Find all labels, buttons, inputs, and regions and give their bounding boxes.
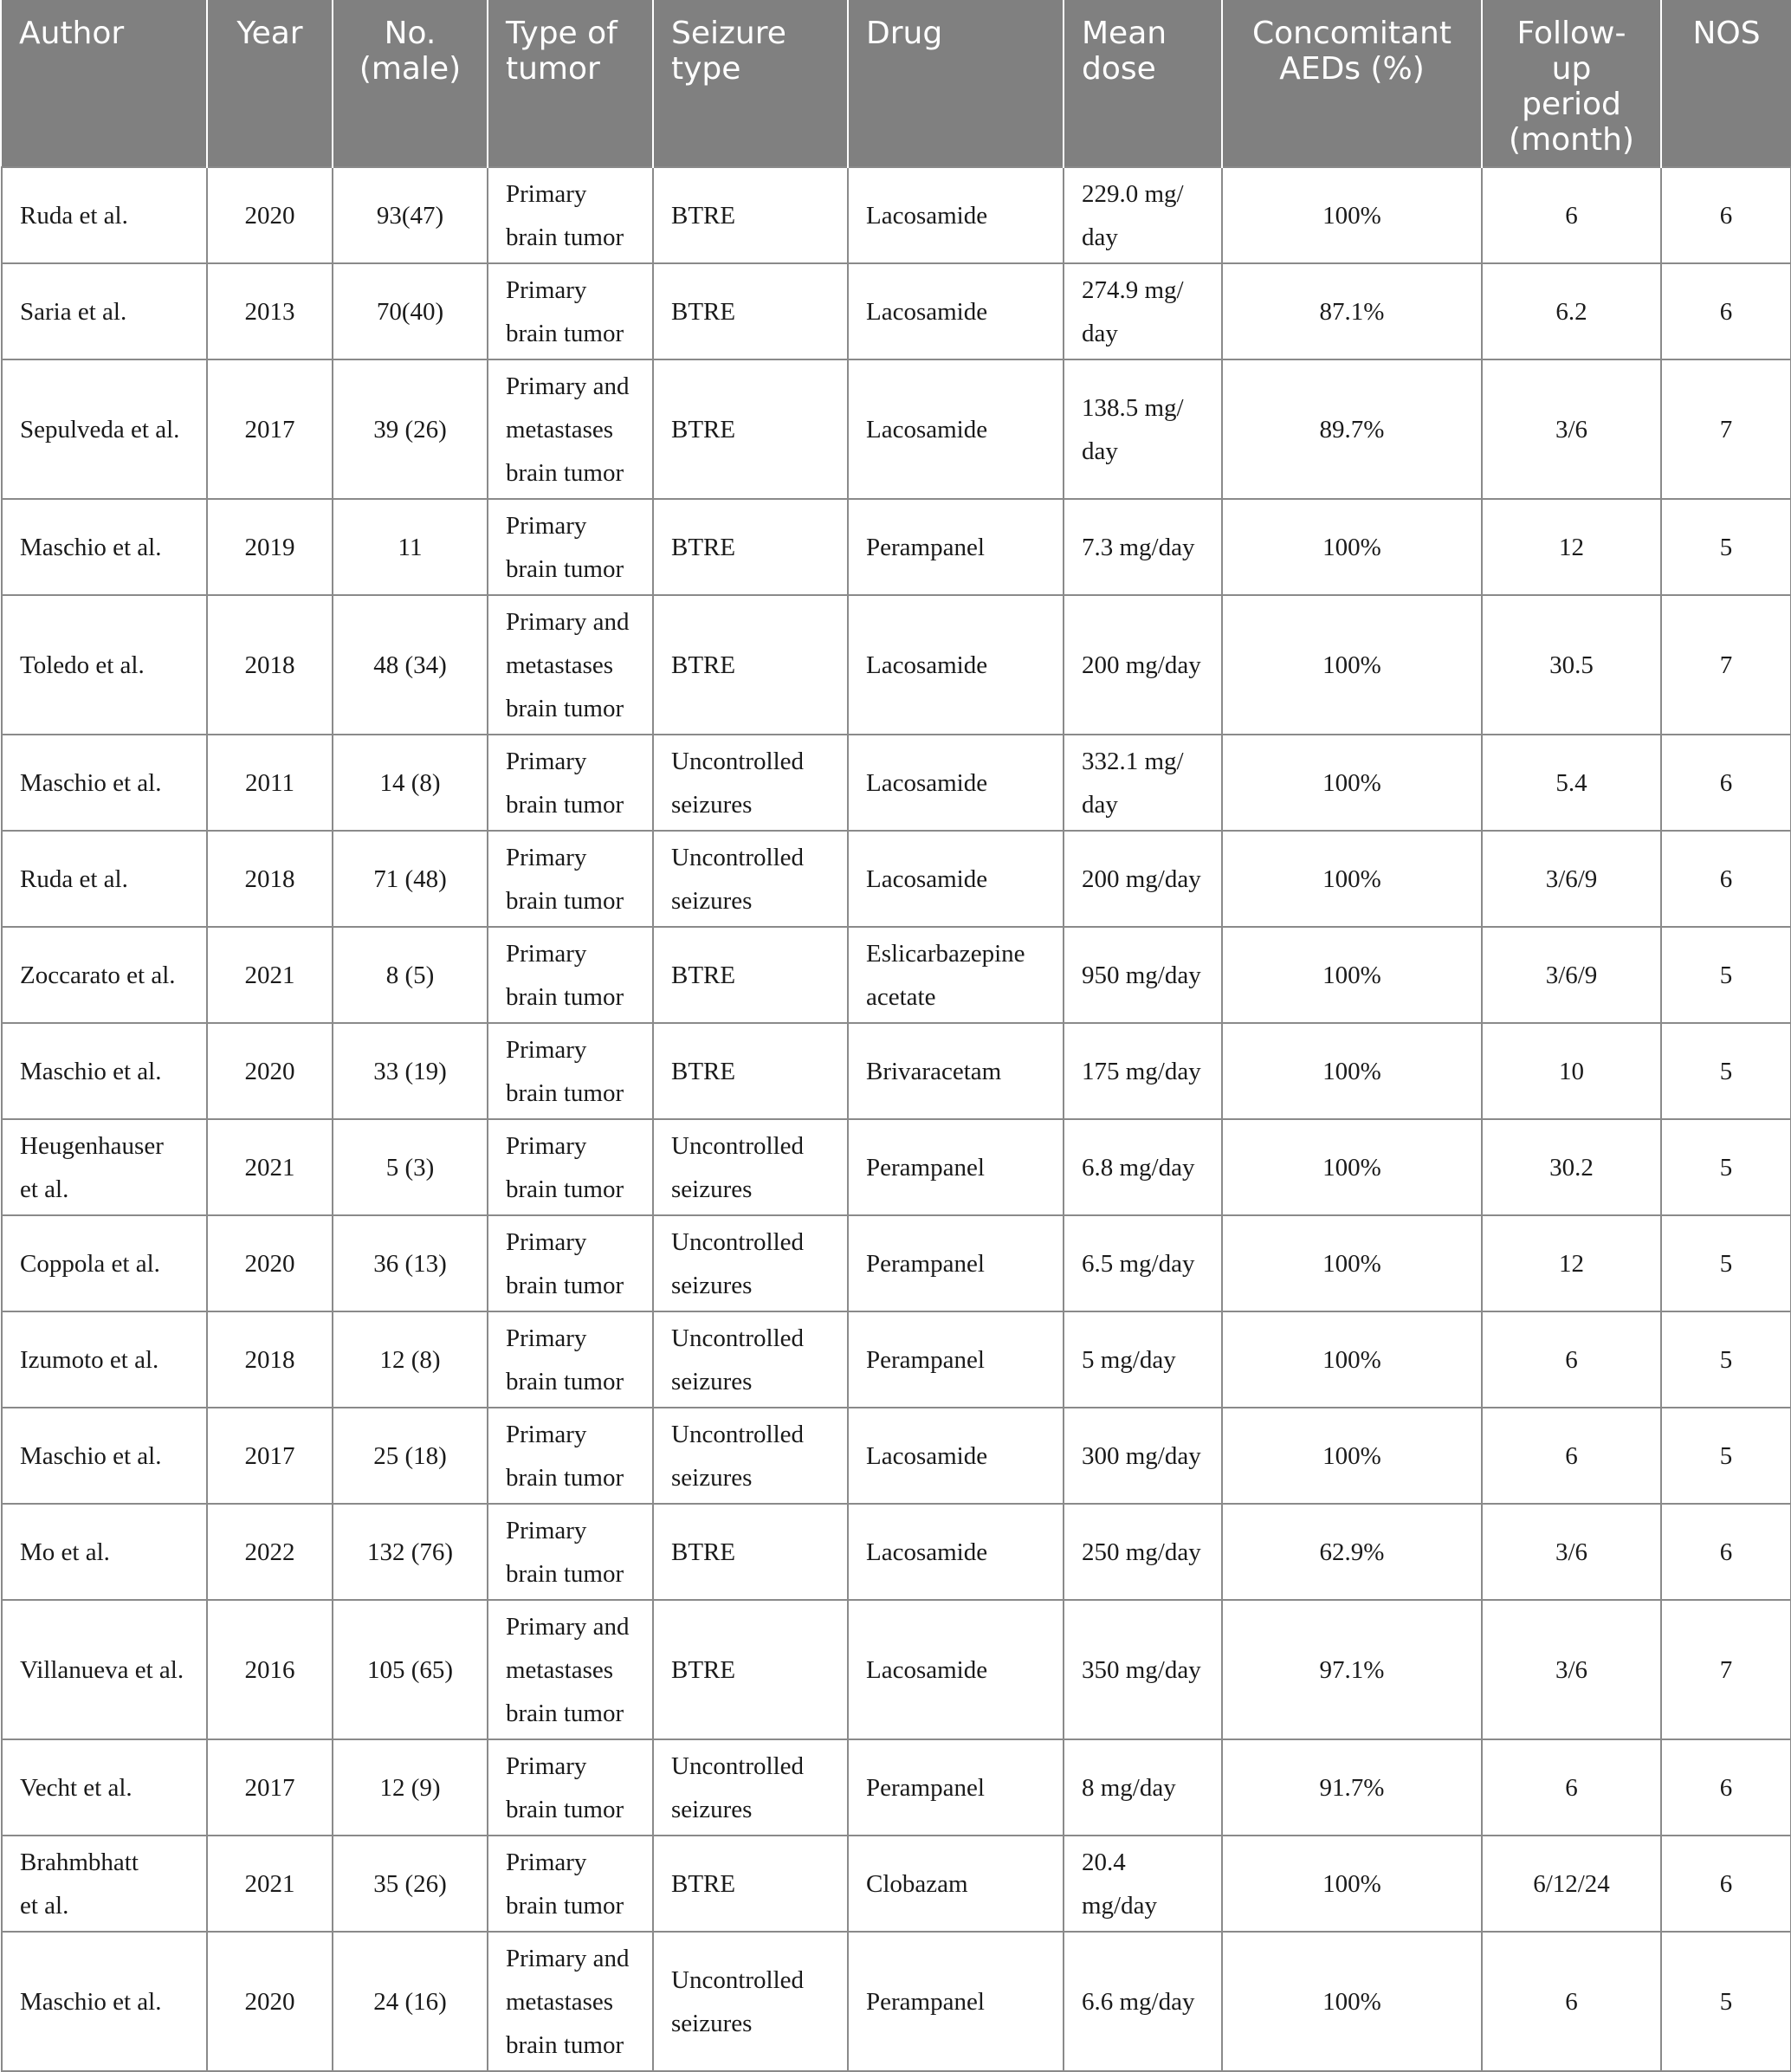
cell-tumor-type: Primary brain tumor — [488, 1408, 653, 1504]
cell-nos: 5 — [1661, 1023, 1791, 1119]
cell-author: Villanueva et al. — [2, 1600, 207, 1739]
cell-drug: Perampanel — [848, 1119, 1064, 1215]
table-row — [2, 927, 1791, 1023]
cell-year: 2020 — [207, 1932, 333, 2071]
cell-nos: 6 — [1661, 735, 1791, 831]
cell-tumor-type: Primary and metastases brain tumor — [488, 595, 653, 735]
cell-tumor-type: Primary brain tumor — [488, 1504, 653, 1600]
cell-no-male: 5 (3) — [333, 1119, 488, 1215]
cell-author: Maschio et al. — [2, 1023, 207, 1119]
cell-mean-dose: 350 mg/day — [1064, 1600, 1222, 1739]
header-year: Year — [207, 0, 333, 167]
table-row — [2, 359, 1791, 499]
cell-no-male: 25 (18) — [333, 1408, 488, 1504]
cell-seizure-type: BTRE — [653, 1600, 848, 1739]
cell-seizure-type: BTRE — [653, 1023, 848, 1119]
cell-drug: Perampanel — [848, 1215, 1064, 1311]
cell-no-male: 12 (8) — [333, 1311, 488, 1408]
cell-author: Izumoto et al. — [2, 1311, 207, 1408]
cell-nos: 7 — [1661, 359, 1791, 499]
table-row — [2, 735, 1791, 831]
cell-year: 2018 — [207, 595, 333, 735]
table-row — [2, 1311, 1791, 1408]
cell-follow-up: 10 — [1482, 1023, 1661, 1119]
cell-author: Mo et al. — [2, 1504, 207, 1600]
cell-concomitant-aeds: 100% — [1222, 499, 1482, 595]
cell-nos: 6 — [1661, 263, 1791, 359]
cell-year: 2021 — [207, 927, 333, 1023]
cell-follow-up: 6 — [1482, 1311, 1661, 1408]
cell-mean-dose: 250 mg/day — [1064, 1504, 1222, 1600]
cell-follow-up: 3/6 — [1482, 359, 1661, 499]
cell-nos: 5 — [1661, 1932, 1791, 2071]
cell-tumor-type: Primary brain tumor — [488, 1311, 653, 1408]
cell-author: Brahmbhatt et al. — [2, 1836, 207, 1932]
cell-follow-up: 6 — [1482, 167, 1661, 263]
cell-mean-dose: 200 mg/day — [1064, 831, 1222, 927]
header-no-male: No. (male) — [333, 0, 488, 167]
cell-concomitant-aeds: 100% — [1222, 1215, 1482, 1311]
cell-mean-dose: 332.1 mg/ day — [1064, 735, 1222, 831]
cell-concomitant-aeds: 100% — [1222, 831, 1482, 927]
cell-concomitant-aeds: 100% — [1222, 1836, 1482, 1932]
cell-no-male: 8 (5) — [333, 927, 488, 1023]
cell-concomitant-aeds: 89.7% — [1222, 359, 1482, 499]
cell-nos: 6 — [1661, 1504, 1791, 1600]
cell-nos: 6 — [1661, 167, 1791, 263]
table-row — [2, 1215, 1791, 1311]
cell-seizure-type: BTRE — [653, 1504, 848, 1600]
cell-seizure-type: Uncontrolled seizures — [653, 1739, 848, 1836]
cell-year: 2019 — [207, 499, 333, 595]
table-row — [2, 1023, 1791, 1119]
cell-drug: Perampanel — [848, 1932, 1064, 2071]
cell-drug: Lacosamide — [848, 1408, 1064, 1504]
cell-mean-dose: 8 mg/day — [1064, 1739, 1222, 1836]
cell-author: Maschio et al. — [2, 1932, 207, 2071]
cell-tumor-type: Primary brain tumor — [488, 1836, 653, 1932]
cell-seizure-type: Uncontrolled seizures — [653, 1311, 848, 1408]
header-row — [2, 0, 1791, 167]
table-row — [2, 1739, 1791, 1836]
cell-tumor-type: Primary brain tumor — [488, 499, 653, 595]
cell-tumor-type: Primary brain tumor — [488, 831, 653, 927]
cell-follow-up: 5.4 — [1482, 735, 1661, 831]
cell-no-male: 39 (26) — [333, 359, 488, 499]
cell-mean-dose: 6.8 mg/day — [1064, 1119, 1222, 1215]
cell-seizure-type: BTRE — [653, 359, 848, 499]
cell-no-male: 93(47) — [333, 167, 488, 263]
cell-year: 2021 — [207, 1836, 333, 1932]
cell-seizure-type: BTRE — [653, 595, 848, 735]
cell-follow-up: 3/6 — [1482, 1504, 1661, 1600]
table-row — [2, 1119, 1791, 1215]
cell-drug: Lacosamide — [848, 167, 1064, 263]
cell-concomitant-aeds: 62.9% — [1222, 1504, 1482, 1600]
cell-nos: 7 — [1661, 1600, 1791, 1739]
cell-mean-dose: 6.5 mg/day — [1064, 1215, 1222, 1311]
cell-follow-up: 6 — [1482, 1932, 1661, 2071]
header-nos: NOS — [1661, 0, 1791, 167]
cell-drug: Brivaracetam — [848, 1023, 1064, 1119]
cell-author: Ruda et al. — [2, 167, 207, 263]
cell-follow-up: 6/12/24 — [1482, 1836, 1661, 1932]
cell-tumor-type: Primary and metastases brain tumor — [488, 359, 653, 499]
cell-follow-up: 3/6/9 — [1482, 927, 1661, 1023]
cell-author: Heugenhauser et al. — [2, 1119, 207, 1215]
cell-drug: Perampanel — [848, 1739, 1064, 1836]
cell-nos: 6 — [1661, 831, 1791, 927]
table-row — [2, 595, 1791, 735]
table-row — [2, 167, 1791, 263]
cell-tumor-type: Primary brain tumor — [488, 1119, 653, 1215]
cell-follow-up: 3/6/9 — [1482, 831, 1661, 927]
cell-tumor-type: Primary brain tumor — [488, 735, 653, 831]
header-drug: Drug — [848, 0, 1064, 167]
table-row — [2, 1408, 1791, 1504]
cell-author: Coppola et al. — [2, 1215, 207, 1311]
cell-seizure-type: Uncontrolled seizures — [653, 735, 848, 831]
cell-nos: 6 — [1661, 1836, 1791, 1932]
cell-year: 2013 — [207, 263, 333, 359]
cell-follow-up: 30.5 — [1482, 595, 1661, 735]
cell-tumor-type: Primary and metastases brain tumor — [488, 1600, 653, 1739]
cell-drug: Lacosamide — [848, 595, 1064, 735]
cell-follow-up: 6 — [1482, 1408, 1661, 1504]
cell-nos: 6 — [1661, 1739, 1791, 1836]
cell-follow-up: 3/6 — [1482, 1600, 1661, 1739]
table-row — [2, 831, 1791, 927]
cell-mean-dose: 5 mg/day — [1064, 1311, 1222, 1408]
cell-seizure-type: BTRE — [653, 1836, 848, 1932]
header-seizure-type: Seizure type — [653, 0, 848, 167]
cell-nos: 5 — [1661, 1119, 1791, 1215]
cell-concomitant-aeds: 97.1% — [1222, 1600, 1482, 1739]
cell-concomitant-aeds: 100% — [1222, 595, 1482, 735]
cell-mean-dose: 300 mg/day — [1064, 1408, 1222, 1504]
cell-concomitant-aeds: 100% — [1222, 1119, 1482, 1215]
cell-nos: 5 — [1661, 1408, 1791, 1504]
cell-drug: Lacosamide — [848, 359, 1064, 499]
cell-mean-dose: 200 mg/day — [1064, 595, 1222, 735]
cell-tumor-type: Primary and metastases brain tumor — [488, 1932, 653, 2071]
table-row — [2, 1836, 1791, 1932]
cell-year: 2020 — [207, 167, 333, 263]
cell-no-male: 36 (13) — [333, 1215, 488, 1311]
cell-year: 2021 — [207, 1119, 333, 1215]
cell-tumor-type: Primary brain tumor — [488, 263, 653, 359]
cell-author: Maschio et al. — [2, 499, 207, 595]
cell-no-male: 35 (26) — [333, 1836, 488, 1932]
cell-no-male: 132 (76) — [333, 1504, 488, 1600]
cell-mean-dose: 138.5 mg/ day — [1064, 359, 1222, 499]
cell-mean-dose: 950 mg/day — [1064, 927, 1222, 1023]
cell-drug: Lacosamide — [848, 263, 1064, 359]
cell-mean-dose: 175 mg/day — [1064, 1023, 1222, 1119]
cell-author: Vecht et al. — [2, 1739, 207, 1836]
header-concomitant-aeds: Concomitant AEDs (%) — [1222, 0, 1482, 167]
cell-author: Toledo et al. — [2, 595, 207, 735]
cell-author: Ruda et al. — [2, 831, 207, 927]
cell-concomitant-aeds: 87.1% — [1222, 263, 1482, 359]
cell-tumor-type: Primary brain tumor — [488, 927, 653, 1023]
cell-nos: 5 — [1661, 1215, 1791, 1311]
table-row — [2, 1932, 1791, 2071]
cell-nos: 5 — [1661, 499, 1791, 595]
cell-concomitant-aeds: 100% — [1222, 167, 1482, 263]
table-row — [2, 499, 1791, 595]
cell-no-male: 105 (65) — [333, 1600, 488, 1739]
cell-follow-up: 12 — [1482, 1215, 1661, 1311]
cell-drug: Clobazam — [848, 1836, 1064, 1932]
cell-no-male: 14 (8) — [333, 735, 488, 831]
cell-no-male: 48 (34) — [333, 595, 488, 735]
cell-drug: Lacosamide — [848, 831, 1064, 927]
cell-follow-up: 6 — [1482, 1739, 1661, 1836]
cell-seizure-type: BTRE — [653, 499, 848, 595]
cell-no-male: 70(40) — [333, 263, 488, 359]
cell-mean-dose: 7.3 mg/day — [1064, 499, 1222, 595]
cell-seizure-type: Uncontrolled seizures — [653, 831, 848, 927]
cell-seizure-type: Uncontrolled seizures — [653, 1215, 848, 1311]
cell-mean-dose: 20.4 mg/day — [1064, 1836, 1222, 1932]
cell-year: 2017 — [207, 1408, 333, 1504]
cell-concomitant-aeds: 100% — [1222, 1932, 1482, 2071]
cell-seizure-type: Uncontrolled seizures — [653, 1932, 848, 2071]
cell-no-male: 71 (48) — [333, 831, 488, 927]
cell-concomitant-aeds: 91.7% — [1222, 1739, 1482, 1836]
cell-year: 2020 — [207, 1023, 333, 1119]
cell-year: 2022 — [207, 1504, 333, 1600]
table-row — [2, 263, 1791, 359]
cell-no-male: 12 (9) — [333, 1739, 488, 1836]
header-author: Author — [2, 0, 207, 167]
cell-author: Sepulveda et al. — [2, 359, 207, 499]
cell-follow-up: 6.2 — [1482, 263, 1661, 359]
cell-concomitant-aeds: 100% — [1222, 1408, 1482, 1504]
cell-no-male: 11 — [333, 499, 488, 595]
cell-nos: 5 — [1661, 927, 1791, 1023]
cell-follow-up: 12 — [1482, 499, 1661, 595]
study-characteristics-table — [1, 0, 1791, 2072]
cell-follow-up: 30.2 — [1482, 1119, 1661, 1215]
cell-concomitant-aeds: 100% — [1222, 927, 1482, 1023]
header-mean-dose: Mean dose — [1064, 0, 1222, 167]
cell-concomitant-aeds: 100% — [1222, 735, 1482, 831]
cell-year: 2017 — [207, 1739, 333, 1836]
cell-author: Zoccarato et al. — [2, 927, 207, 1023]
cell-drug: Lacosamide — [848, 735, 1064, 831]
table-row — [2, 1600, 1791, 1739]
cell-author: Saria et al. — [2, 263, 207, 359]
cell-tumor-type: Primary brain tumor — [488, 1739, 653, 1836]
cell-seizure-type: Uncontrolled seizures — [653, 1408, 848, 1504]
cell-year: 2018 — [207, 1311, 333, 1408]
cell-mean-dose: 6.6 mg/day — [1064, 1932, 1222, 2071]
cell-nos: 5 — [1661, 1311, 1791, 1408]
cell-mean-dose: 274.9 mg/ day — [1064, 263, 1222, 359]
cell-concomitant-aeds: 100% — [1222, 1311, 1482, 1408]
cell-seizure-type: Uncontrolled seizures — [653, 1119, 848, 1215]
cell-author: Maschio et al. — [2, 735, 207, 831]
cell-drug: Lacosamide — [848, 1600, 1064, 1739]
cell-author: Maschio et al. — [2, 1408, 207, 1504]
cell-seizure-type: BTRE — [653, 167, 848, 263]
cell-year: 2017 — [207, 359, 333, 499]
cell-no-male: 24 (16) — [333, 1932, 488, 2071]
cell-drug: Eslicarbazepine acetate — [848, 927, 1064, 1023]
cell-year: 2020 — [207, 1215, 333, 1311]
cell-no-male: 33 (19) — [333, 1023, 488, 1119]
header-tumor-type: Type of tumor — [488, 0, 653, 167]
cell-mean-dose: 229.0 mg/ day — [1064, 167, 1222, 263]
cell-year: 2011 — [207, 735, 333, 831]
cell-seizure-type: BTRE — [653, 263, 848, 359]
cell-seizure-type: BTRE — [653, 927, 848, 1023]
cell-drug: Perampanel — [848, 1311, 1064, 1408]
header-follow-up: Follow- up period (month) — [1482, 0, 1661, 167]
cell-concomitant-aeds: 100% — [1222, 1023, 1482, 1119]
cell-drug: Lacosamide — [848, 1504, 1064, 1600]
table-row — [2, 1504, 1791, 1600]
cell-year: 2016 — [207, 1600, 333, 1739]
cell-year: 2018 — [207, 831, 333, 927]
cell-drug: Perampanel — [848, 499, 1064, 595]
cell-nos: 7 — [1661, 595, 1791, 735]
cell-tumor-type: Primary brain tumor — [488, 167, 653, 263]
cell-tumor-type: Primary brain tumor — [488, 1215, 653, 1311]
cell-tumor-type: Primary brain tumor — [488, 1023, 653, 1119]
